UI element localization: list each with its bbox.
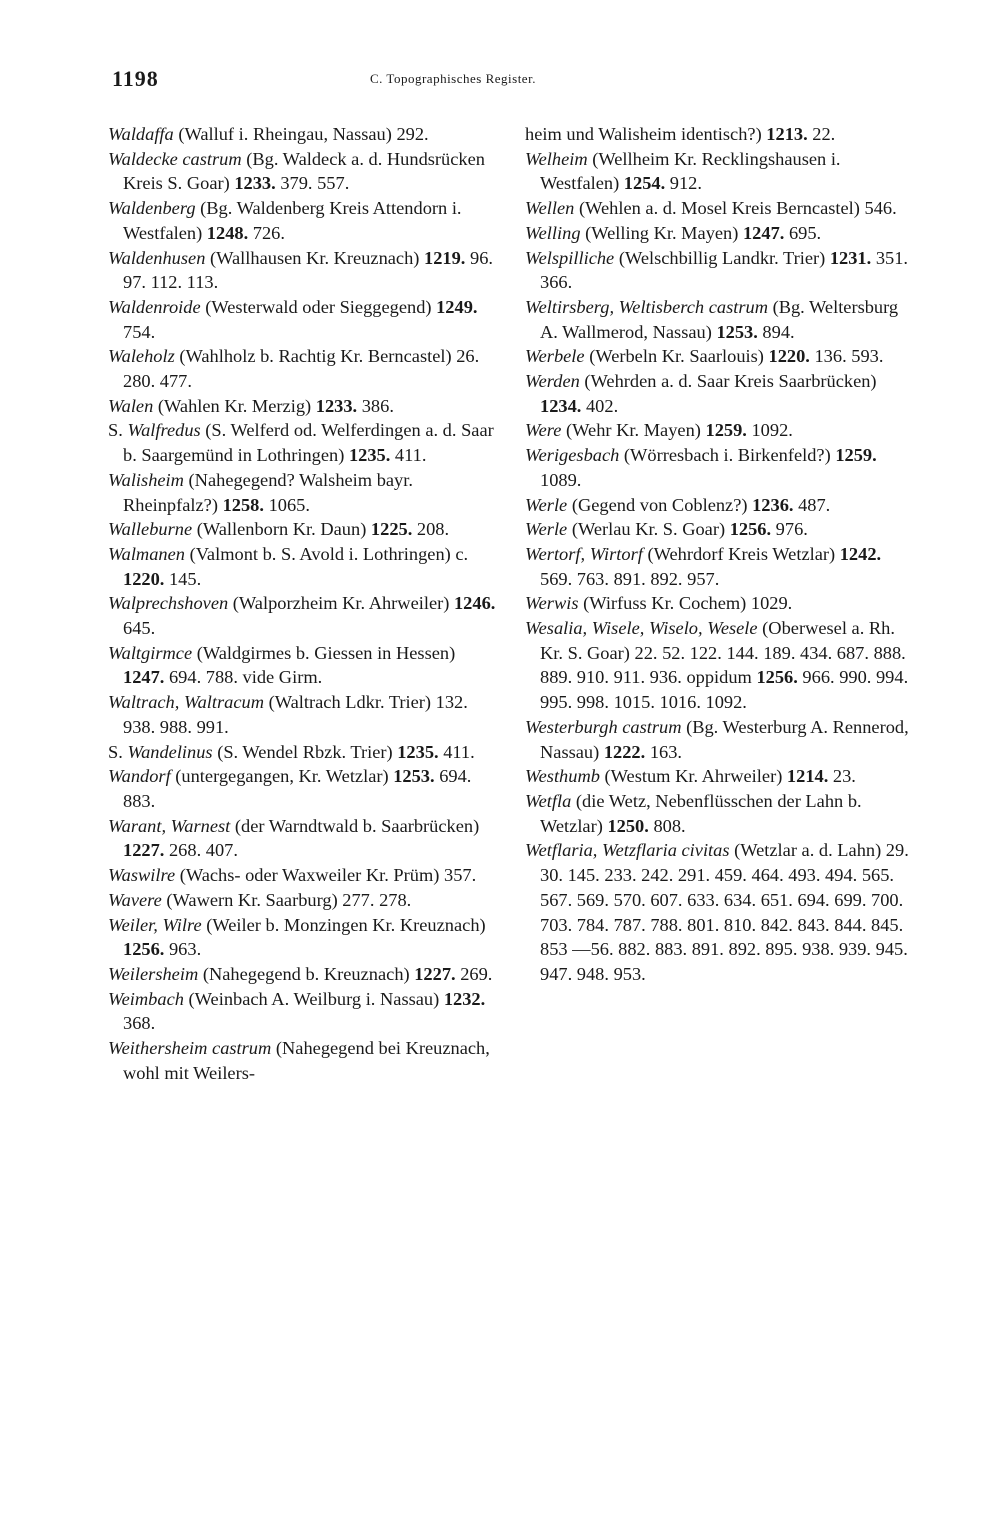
entry-pages: 351. 366.	[540, 247, 908, 293]
entry-year: 1225.	[370, 519, 413, 540]
entry-year: 1259.	[835, 445, 877, 466]
entry-year: 1234.	[540, 395, 582, 416]
entry-pages: 411.	[390, 445, 427, 466]
entry-text: (die Wetz, Nebenflüsschen der Lahn b. Wetzlar)	[540, 790, 862, 836]
index-entry	[108, 764, 500, 813]
index-entry	[108, 962, 500, 987]
entry-text: (Waldgirmes b. Giessen in Hessen)	[192, 642, 456, 663]
index-entry	[525, 418, 917, 443]
entry-pages: 912.	[665, 173, 702, 194]
entry-text: (Nahegegend b. Kreuznach)	[198, 963, 415, 984]
index-entry	[108, 344, 500, 393]
entry-term: Wandorf	[108, 766, 171, 787]
entry-year: 1220.	[768, 346, 810, 367]
entry-pages: 963.	[164, 939, 202, 960]
entry-pages: 96. 97. 112. 113.	[123, 247, 493, 293]
entry-term: Westhumb	[525, 766, 600, 787]
entry-year: 1256.	[756, 667, 798, 688]
entry-text: (Wetzlar a. d. Lahn) 29. 30. 145. 233. 242. 291. 459. 464. 493. 494. 565. 567. 569. 570. 607. 633. 634. 651. 694. 699. 700. 703. 784. 787. 788. 801. 810. 842. 843. 844. 845. 853 —56. 882. 883. 891. 892. 895. 938. 939. 945. 947. 948. 953.	[540, 840, 909, 984]
entry-text: (Nahegegend? Walsheim bayr. Rheinpfalz?)	[123, 469, 413, 515]
entry-text: (Werlau Kr. S. Goar)	[567, 519, 730, 540]
entry-text: (Walporzheim Kr. Ahrweiler)	[228, 593, 454, 614]
entry-pages: 694. 883.	[123, 766, 472, 811]
entry-pages: 379. 557.	[275, 173, 350, 194]
index-entry	[108, 468, 500, 517]
entry-year: 1236.	[752, 494, 794, 515]
entry-pages: 645.	[123, 618, 156, 639]
entry-text: (untergegangen, Kr. Wetzlar)	[170, 766, 394, 787]
index-entry	[108, 888, 500, 913]
entry-year: 1231.	[829, 247, 872, 268]
entry-term: Wetflaria, Wetzflaria civitas	[525, 840, 730, 861]
entry-year: 1222.	[603, 741, 646, 762]
index-entry	[525, 221, 917, 246]
entry-term: Walfredus	[127, 420, 201, 441]
entry-text: (Walluf i. Rheingau, Nassau) 292.	[173, 124, 429, 144]
entry-year: 1227.	[123, 840, 165, 861]
entry-term: Waldenberg	[108, 198, 196, 219]
entry-year: 1253.	[716, 321, 758, 342]
entry-year: 1242.	[839, 543, 882, 564]
entry-term: Welspilliche	[525, 247, 615, 268]
entry-text: (Wirfuss Kr. Cochem) 1029.	[578, 593, 793, 614]
entry-term: Waltgirmce	[108, 642, 193, 663]
entry-pages: 569. 763. 891. 892. 957.	[540, 568, 720, 589]
entry-text: (Wawern Kr. Saarburg) 277. 278.	[161, 889, 412, 910]
entry-text: (Waltrach Ldkr. Trier) 132. 938. 988. 991.	[123, 692, 468, 737]
index-entry	[525, 542, 917, 591]
entry-year: 1233.	[234, 173, 276, 194]
entry-text: (Bg. Waldeck a. d. Hundsrücken Kreis S. Goar)	[123, 148, 485, 194]
index-entry	[108, 641, 500, 690]
index-entry	[108, 122, 500, 147]
entry-year: 1249.	[436, 296, 478, 317]
index-entry	[525, 196, 917, 221]
entry-pages: 976.	[771, 519, 808, 540]
index-entry	[525, 789, 917, 838]
index-entry	[108, 987, 500, 1036]
entry-pages: 808.	[648, 815, 686, 836]
entry-text: (Wachs- oder Waxweiler Kr. Prüm) 357.	[175, 865, 477, 886]
entry-term: Waldecke castrum	[108, 148, 242, 169]
index-entry	[108, 863, 500, 888]
entry-term: Westerburgh castrum	[525, 716, 682, 737]
entry-year: 1233.	[315, 395, 358, 416]
entry-term: Walmanen	[108, 543, 185, 564]
entry-text: (Wörresbach i. Birkenfeld?)	[619, 445, 836, 466]
entry-text: (Wallenborn Kr. Daun)	[192, 519, 371, 540]
page-number: 1198	[112, 66, 159, 91]
entry-year: 1227.	[414, 963, 456, 984]
index-entry	[525, 295, 917, 344]
entry-text: (Gegend von Coblenz?)	[567, 494, 753, 515]
index-entry	[525, 764, 917, 789]
entry-text: (Weiler b. Monzingen Kr. Kreuznach)	[201, 914, 486, 935]
index-entry	[525, 616, 917, 715]
entry-pages: 22.	[807, 124, 836, 144]
entry-term: Walisheim	[108, 469, 184, 490]
entry-text: (Welschbillig Landkr. Trier)	[614, 247, 830, 268]
entry-text: (Wehrden a. d. Saar Kreis Saarbrücken)	[579, 371, 877, 392]
index-entry	[525, 443, 917, 492]
entry-term: Waleholz	[108, 346, 175, 367]
entry-year: 1214.	[786, 766, 829, 787]
entry-year: 1258.	[222, 494, 264, 515]
entry-pages: 726.	[248, 222, 285, 243]
entry-term: Wertorf, Wirtorf	[525, 543, 643, 564]
entry-term: Wellen	[525, 198, 575, 219]
index-entry	[108, 394, 500, 419]
entry-pages: 136. 593.	[809, 346, 884, 367]
entry-text: (Westum Kr. Ahrweiler)	[599, 766, 787, 787]
entry-term: Weithersheim castrum	[108, 1038, 272, 1059]
entry-year: 1232.	[443, 988, 486, 1009]
entry-text: (Weinbach A. Weilburg i. Nassau)	[183, 988, 444, 1009]
index-entry	[108, 295, 500, 344]
entry-pages: 894.	[757, 321, 795, 342]
entry-text: (Wehrdorf Kreis Wetzlar)	[642, 543, 840, 564]
index-entry	[108, 814, 500, 863]
entry-term: Weilersheim	[108, 963, 199, 984]
entry-text: (Wallhausen Kr. Kreuznach)	[205, 247, 425, 268]
entry-term: Werden	[525, 371, 580, 392]
entry-term: Walprechshoven	[108, 593, 229, 614]
entry-pages: 23.	[828, 766, 856, 787]
entry-text: (S. Welferd od. Welferdingen a. d. Saar b. Saargemünd in Lothringen)	[123, 420, 494, 466]
entry-pages: 966. 990. 994. 995. 998. 1015. 1016. 1092.	[540, 667, 909, 713]
entry-term: Walleburne	[108, 519, 193, 540]
index-entry	[525, 517, 917, 542]
entry-term: Welheim	[525, 148, 588, 169]
entry-text: (Bg. Westerburg A. Rennerod, Nassau)	[540, 716, 909, 762]
entry-year: 1235.	[397, 741, 439, 762]
entry-year: 1235.	[348, 445, 391, 466]
entry-pages: 145.	[164, 568, 202, 589]
index-entry	[108, 542, 500, 591]
entry-text: (Valmont b. S. Avold i. Lothringen) c.	[184, 543, 469, 564]
index-entry	[108, 196, 500, 245]
index-entry	[108, 418, 500, 467]
entry-pages: 694. 788. vide Girm.	[164, 667, 323, 688]
index-entry	[525, 715, 917, 764]
entry-pages: 1065.	[263, 494, 310, 515]
entry-text: (Werbeln Kr. Saarlouis)	[584, 346, 769, 367]
entry-pages: 163.	[645, 741, 683, 762]
entry-term: Wetfla	[525, 790, 572, 811]
entry-text: (Wehlen a. d. Mosel Kreis Berncastel) 546.	[574, 198, 897, 219]
index-entry	[525, 838, 917, 986]
running-title: C. Topographisches Register.	[370, 71, 536, 86]
entry-pages: 386.	[357, 395, 394, 416]
entry-text: (Wahlen Kr. Merzig)	[153, 395, 316, 416]
entry-term: Werle	[525, 494, 568, 515]
entry-term: Waldenroide	[108, 296, 201, 317]
entry-year: 1259.	[705, 420, 747, 441]
entry-text: (Bg. Weltersburg A. Wallmerod, Nassau)	[540, 296, 899, 342]
entry-term: Weiler, Wilre	[108, 914, 202, 935]
entry-prefix: S.	[108, 741, 128, 762]
entry-year: 1247.	[742, 222, 785, 243]
entry-pages: 695.	[784, 222, 822, 243]
index-entry	[525, 344, 917, 369]
entry-pages: 1089.	[540, 469, 582, 490]
entry-pages: 1092.	[746, 420, 793, 441]
left-column	[108, 122, 500, 1085]
index-entry	[108, 740, 500, 765]
entry-pages: 402.	[581, 395, 619, 416]
entry-text: (Welling Kr. Mayen)	[580, 222, 743, 243]
index-entry	[525, 369, 917, 418]
index-entry	[108, 591, 500, 640]
index-entry	[108, 147, 500, 196]
entry-year: 1220.	[123, 568, 165, 589]
entry-term: Werigesbach	[525, 445, 620, 466]
entry-term: Walen	[108, 395, 154, 416]
entry-year: 1246.	[453, 593, 496, 614]
entry-year: 1247.	[123, 667, 165, 688]
entry-year: 1213.	[766, 124, 808, 144]
entry-term: Welling	[525, 222, 581, 243]
entry-term: Waldaffa	[108, 124, 174, 144]
entry-text: (Nahegegend bei Kreuznach, wohl mit Weilers-	[123, 1038, 490, 1083]
entry-year: 1219.	[424, 247, 466, 268]
entry-year: 1256.	[123, 939, 165, 960]
right-column	[525, 122, 917, 987]
entry-year: 1250.	[607, 815, 649, 836]
index-entry	[525, 591, 917, 616]
entry-term: Were	[525, 420, 562, 441]
entry-pages: 269.	[455, 963, 493, 984]
entry-year: 1248.	[206, 222, 249, 243]
entry-text: (Wehr Kr. Mayen)	[561, 420, 706, 441]
entry-term: Weimbach	[108, 988, 184, 1009]
index-entry	[108, 1036, 500, 1085]
index-entry	[525, 122, 917, 147]
entry-pages: 487.	[793, 494, 831, 515]
index-entry	[108, 517, 500, 542]
entry-pages: 368.	[123, 1013, 156, 1034]
index-entry	[108, 913, 500, 962]
entry-pages: 754.	[123, 321, 156, 342]
entry-text: (der Warndtwald b. Saarbrücken)	[230, 815, 480, 836]
entry-text: (Wellheim Kr. Recklingshausen i. Westfalen)	[540, 148, 841, 194]
entry-year: 1254.	[623, 173, 666, 194]
entry-term: Wavere	[108, 889, 162, 910]
entry-year: 1256.	[729, 519, 772, 540]
entry-text: (Westerwald oder Sieggegend)	[200, 296, 437, 317]
entry-term: Waswilre	[108, 865, 176, 886]
entry-term: Werwis	[525, 593, 579, 614]
entry-year: 1253.	[393, 766, 435, 787]
entry-text: (Bg. Waldenberg Kreis Attendorn i. Westfalen)	[123, 198, 462, 243]
index-entry	[108, 690, 500, 739]
index-entry	[525, 246, 917, 295]
index-entry	[525, 493, 917, 518]
entry-prefix: S.	[108, 420, 128, 441]
entry-pages: 411.	[438, 741, 475, 762]
entry-term: Werle	[525, 519, 568, 540]
entry-pages: 268. 407.	[164, 840, 238, 861]
entry-term: Waldenhusen	[108, 247, 206, 268]
entry-text: heim und Walisheim identisch?)	[525, 124, 767, 144]
entry-text: (S. Wendel Rbzk. Trier)	[212, 741, 398, 762]
entry-term: Werbele	[525, 346, 585, 367]
entry-term: Weltirsberg, Weltisberch castrum	[525, 296, 768, 317]
entry-term: Waltrach, Waltracum	[108, 692, 264, 713]
entry-term: Warant, Warnest	[108, 815, 231, 836]
entry-pages: 208.	[412, 519, 450, 540]
entry-term: Wandelinus	[127, 741, 213, 762]
entry-text: (Oberwesel a. Rh. Kr. S. Goar) 22. 52. 122. 144. 189. 434. 687. 888. 889. 910. 911. 936. oppidum	[540, 618, 906, 688]
index-entry	[525, 147, 917, 196]
entry-text: (Wahlholz b. Rachtig Kr. Berncastel) 26. 280. 477.	[123, 346, 480, 392]
entry-term: Wesalia, Wisele, Wiselo, Wesele	[525, 618, 758, 639]
index-entry	[108, 246, 500, 295]
